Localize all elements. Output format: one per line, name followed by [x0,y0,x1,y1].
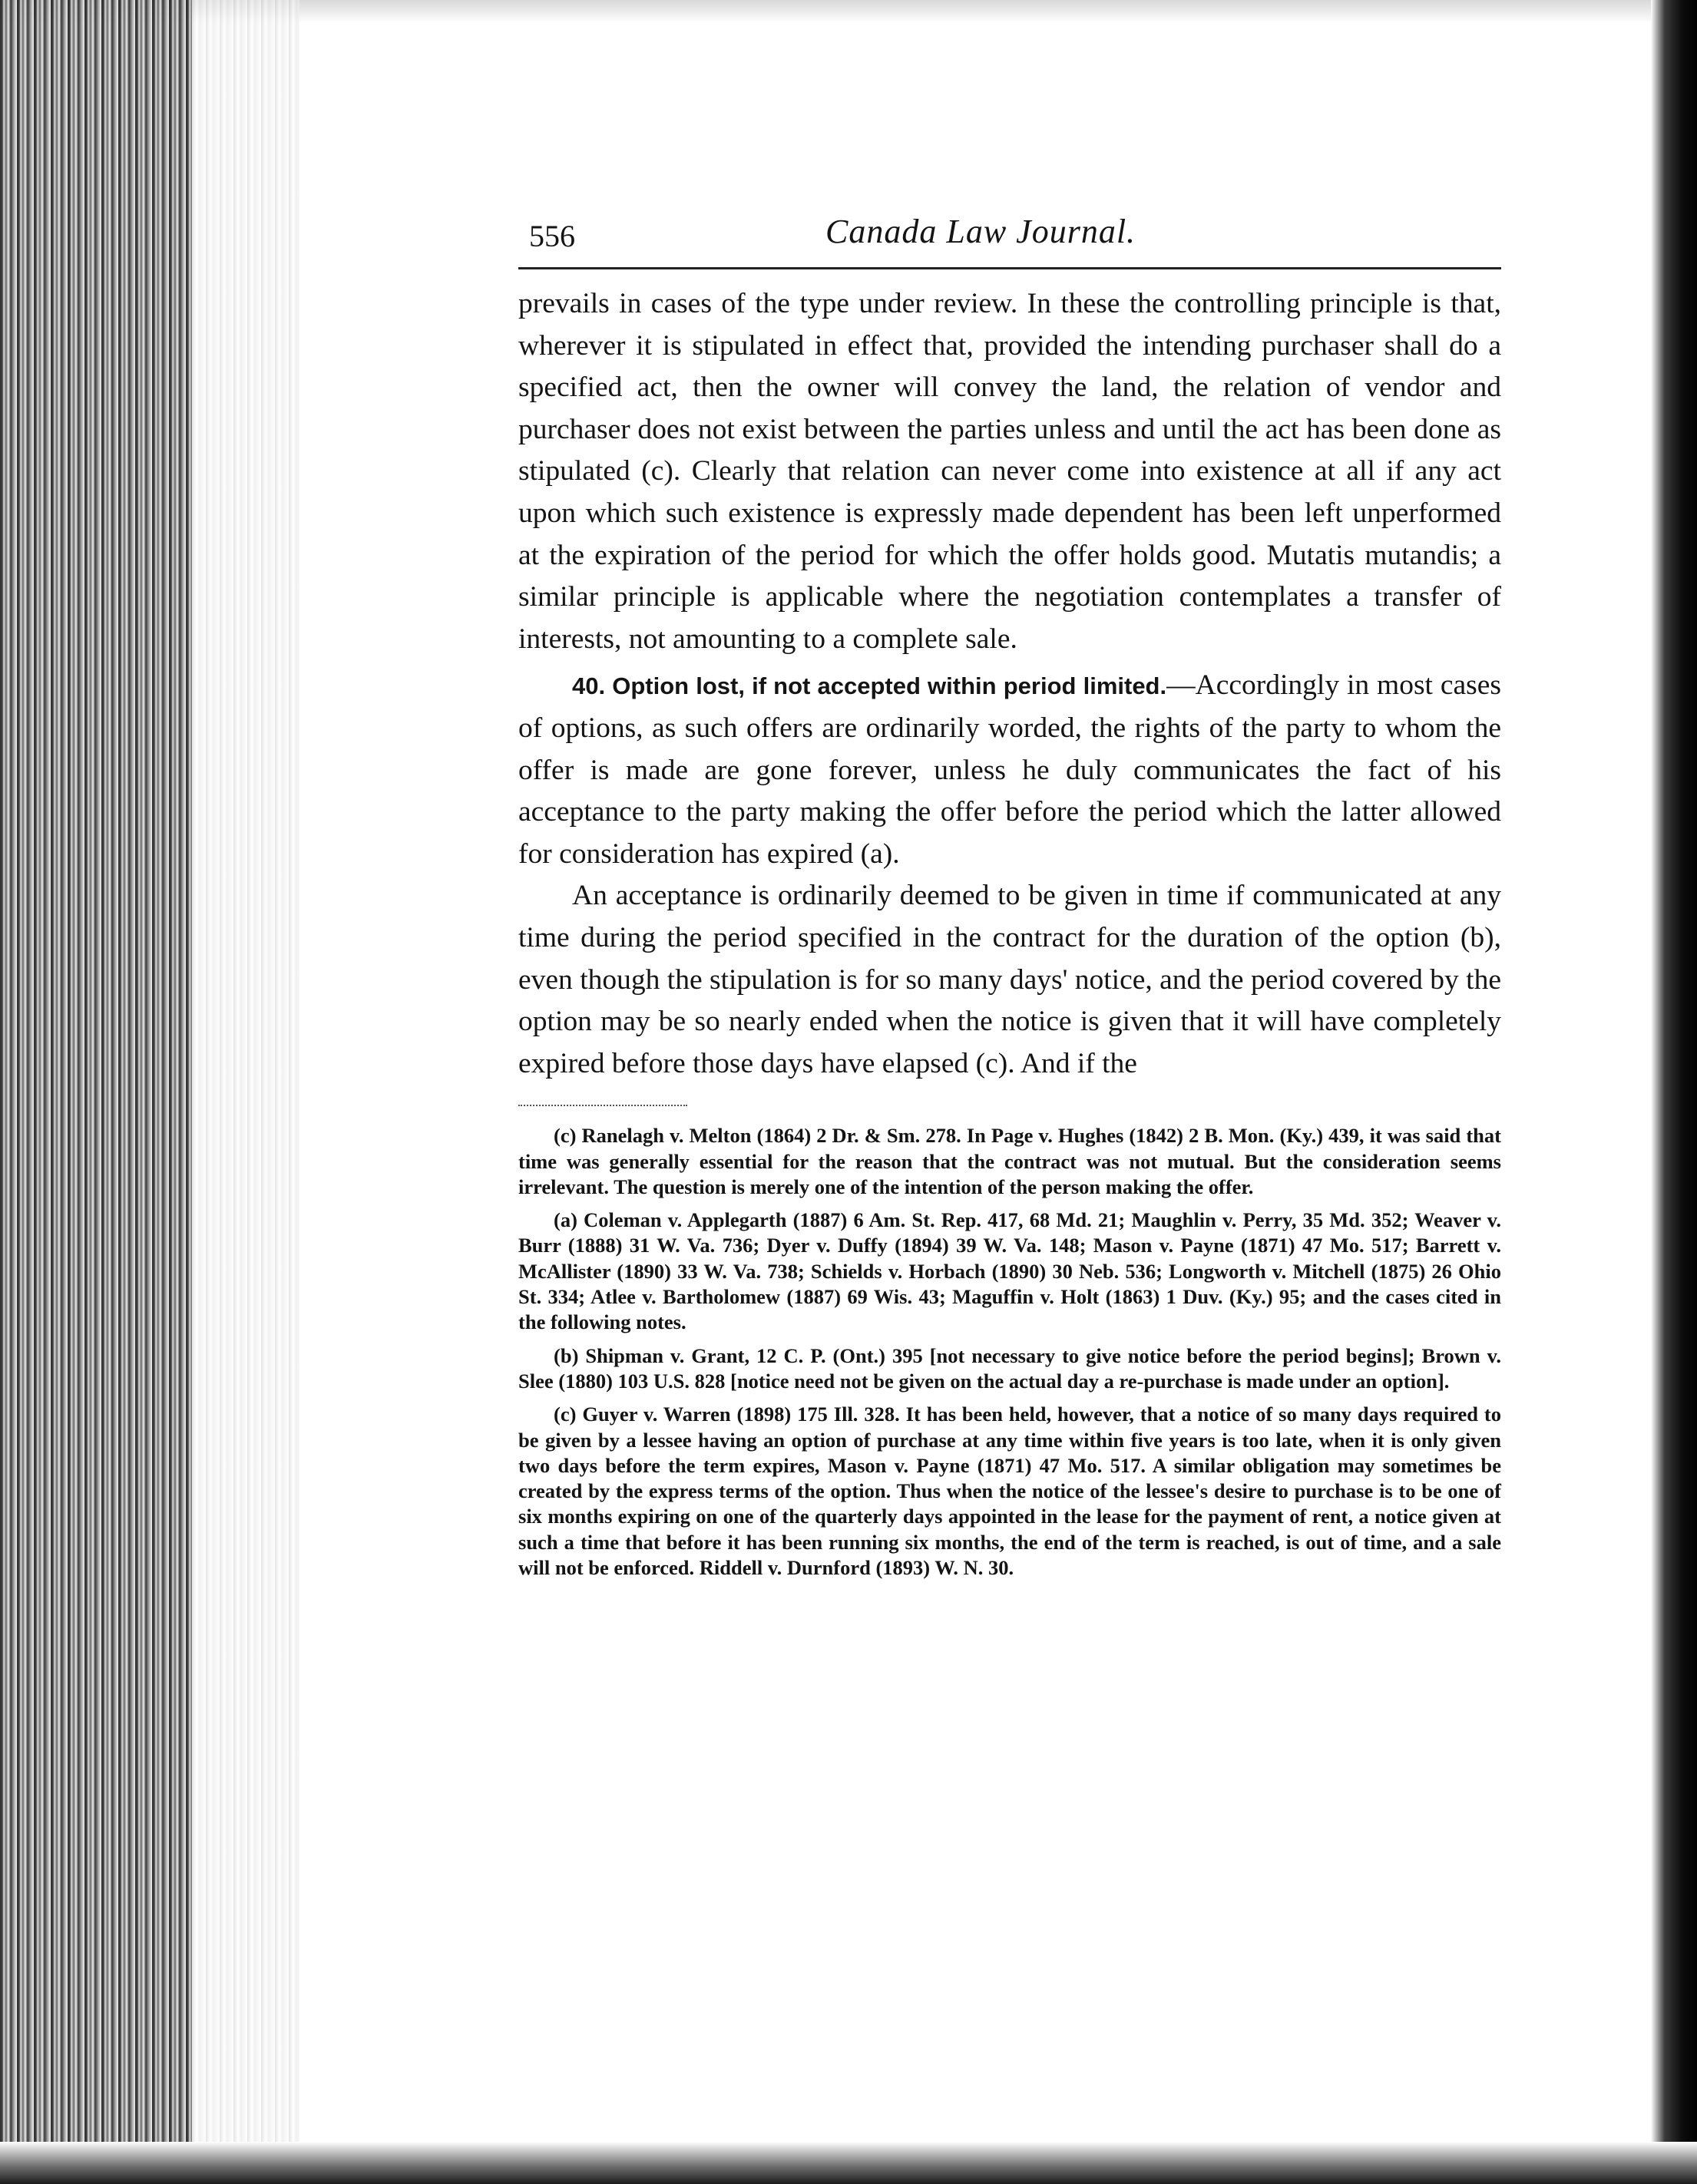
scan-bottom-edge [0,2142,1697,2184]
paragraph-1: prevails in cases of the type under review. In these the controlling principle is that, wherever it is stipulated in effect that, provided the intending purchaser shall do a specified act, then the owner will convey the land, the relation of vendor and purchaser does not exist between the parties unless and until the act has been done as stipulated (c). Clearly that relation can never come into existence at all if any act upon which such existence is expressly made dependent has been left unperformed at the expiration of the period for which the offer holds good. Mutatis mutandis; a similar principle is applicable where the negotiation contemplates a transfer of interests, not amounting to a complete sale. [518,288,1501,655]
paragraph-3: An acceptance is ordinarily deemed to be given in time if communicated at any time during the period specified in the contract for the duration of the option (b), even though the stipulation is for so many days' notice, and the period covered by the option may be so nearly ended when the notice is given that it will have completely expired before those days have elapsed (c). And if the [518,880,1501,1079]
footnote-c-first: (c) Ranelagh v. Melton (1864) 2 Dr. & Sm. 278. In Page v. Hughes (1842) 2 B. Mon. (Ky.) 439, it was said that time was generally essential for the reason that the contract was not mutual. But the consideration seems irrelevant. The question is merely one of the intention of the person making the offer. [518,1124,1501,1198]
paragraph-section-40 [518,665,1501,875]
paragraph-2: —Accordingly in most cases of options, as such offers are ordinarily worded, the rights of the party to whom the offer is made are gone forever, unless he duly communicates the fact of his acceptance to the party making the offer before the period which the latter allowed for consideration has expired (a). [518,669,1501,870]
book-spine [0,0,192,2184]
spine-shadow [192,0,299,2184]
footnote-c-second: (c) Guyer v. Warren (1898) 175 Ill. 328. It has been held, however, that a notice of so many days required to be given by a lessee having an option of purchase at any time within five years is too late, when it is only given two days before the term expires, Mason v. Payne (1871) 47 Mo. 517. A similar obligation may sometimes be created by the express terms of the option. Thus when the notice of the lessee's desire to purchase is to be one of six months expiring on one of the quarterly days appointed in the lease for the payment of rent, a notice given at such a time that before it has been running six months, the end of the term is reached, is out of time, and a sale will not be enforced. Riddell v. Durnford (1893) W. N. 30. [518,1403,1501,1580]
journal-page [518,206,1501,1581]
footnote-divider [518,1105,687,1106]
section-heading: 40. Option lost, if not accepted within period limited. [572,672,1167,700]
body-text [518,283,1501,1085]
footnote-a: (a) Coleman v. Applegarth (1887) 6 Am. St. Rep. 417, 68 Md. 21; Maughlin v. Perry, 35 Md. 352; Weaver v. Burr (1888) 31 W. Va. 736; Dyer v. Duffy (1894) 39 W. Va. 148; Mason v. Payne (1871) 47 Mo. 517; Barrett v. McAllister (1890) 33 W. Va. 738; Schields v. Horbach (1890) 30 Neb. 536; Longworth v. Mitchell (1875) 26 Ohio St. 334; Atlee v. Bartholomew (1887) 69 Wis. 43; Maguffin v. Holt (1863) 1 Duv. (Ky.) 95; and the cases cited in the following notes. [518,1208,1501,1334]
page-number: 556 [529,219,575,253]
page-header [518,206,1501,269]
scan-right-edge [1651,0,1697,2184]
footnotes [518,1123,1501,1581]
journal-title: Canada Law Journal. [825,213,1136,250]
footnote-b: (b) Shipman v. Grant, 12 C. P. (Ont.) 395 [not necessary to give notice before the period begins]; Brown v. Slee (1880) 103 U.S. 828 [notice need not be given on the actual day a re-purchase is made under an option]. [518,1343,1501,1393]
